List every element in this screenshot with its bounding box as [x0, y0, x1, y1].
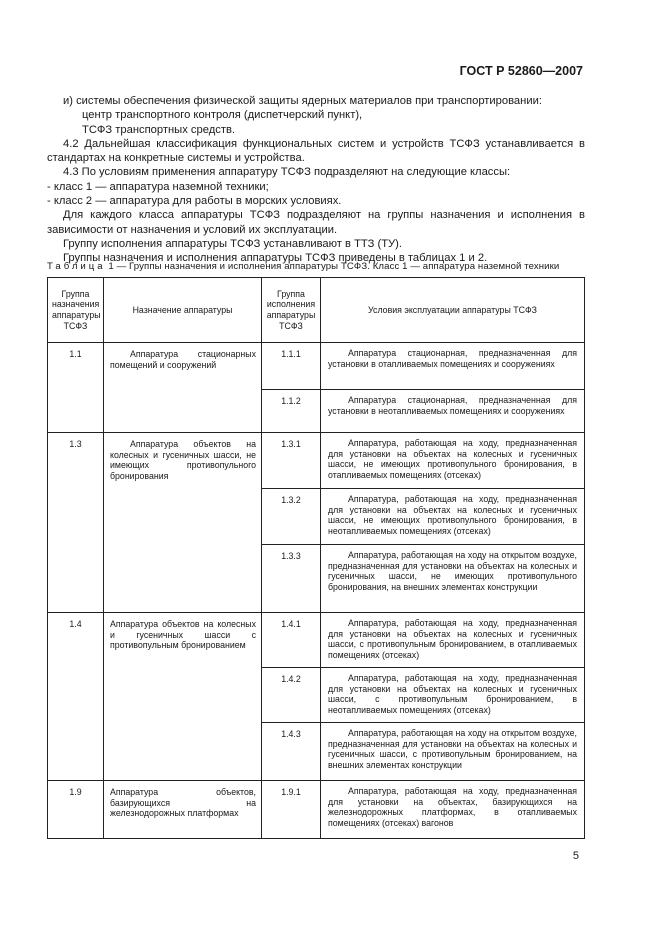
exec-code: 1.1.2 [262, 390, 321, 433]
table-row [48, 343, 585, 390]
class-1-item: - класс 1 — аппаратура наземной техники; [47, 180, 269, 193]
paragraph-4-2: 4.2 Дальнейшая классификация функциональных систем и устройств ТСФЗ устанавливается в стандартах на конкретные системы и устройства. [47, 137, 585, 165]
header-exec-group: Группа исполнения аппаратуры ТСФЗ [262, 278, 321, 343]
exec-conditions: Аппаратура, работающая на ходу, предназначенная для установки на объектах на колесных и гусеничных шасси, не имеющих противопульного бронирования, в отапливаемых помещениях (отсеках) [321, 433, 585, 489]
paragraph-groups: Для каждого класса аппаратуры ТСФЗ подразделяют на группы назначения и исполнения в зависимости от назначения и условий их эксплуатации. [47, 209, 585, 236]
table-header-row [48, 278, 585, 343]
list-item-i-cont1: центр транспортного контроля (диспетчерский пункт), [82, 109, 363, 122]
exec-conditions: Аппаратура стационарная, предназначенная для установки в отапливаемых помещениях и сооружениях [321, 343, 585, 390]
exec-code: 1.4.3 [262, 723, 321, 781]
exec-code: 1.4.1 [262, 613, 321, 668]
class-2-item: - класс 2 — аппаратура для работы в морских условиях. [47, 195, 342, 208]
document-id: ГОСТ Р 52860—2007 [459, 64, 583, 78]
group-purpose: Аппаратура объектов на колесных и гусеничных шасси, не имеющих противопульного бронирования [104, 433, 262, 613]
group-code: 1.3 [48, 433, 104, 613]
exec-conditions: Аппаратура, работающая на ходу, предназначенная для установки на объектах на колесных и гусеничных шасси, с противопульным бронированием, в неотапливаемых помещениях (отсеках) [321, 668, 585, 723]
paragraph-4-3: 4.3 По условиям применения аппаратуру ТСФЗ подразделяют на следующие классы: [63, 166, 511, 179]
list-item-i-cont2: ТСФЗ транспортных средств. [82, 123, 236, 136]
table-caption-word: Таблица [47, 261, 106, 272]
exec-code: 1.3.2 [262, 489, 321, 545]
exec-conditions: Аппаратура, работающая на ходу, предназначенная для установки на объектах на колесных и гусеничных шасси, с противопульным бронированием, в отапливаемых помещениях (отсеках) [321, 613, 585, 668]
exec-code: 1.3.3 [262, 545, 321, 613]
exec-code: 1.3.1 [262, 433, 321, 489]
header-conditions: Условия эксплуатации аппаратуры ТСФЗ [321, 278, 585, 343]
intro-text [47, 94, 585, 266]
header-purpose-group: Группа назначения аппаратуры ТСФЗ [48, 278, 104, 343]
group-purpose: Аппаратура объектов на колесных и гусеничных шасси с противопульным бронированием [104, 613, 262, 781]
exec-conditions: Аппаратура стационарная, предназначенная для установки в неотапливаемых помещениях и сооружениях [321, 390, 585, 433]
table-caption [47, 261, 559, 272]
header-purpose: Назначение аппаратуры [104, 278, 262, 343]
table-caption-text: 1 — Группы назначения и исполнения аппаратуры ТСФЗ. Класс 1 — аппаратура наземной техники [105, 261, 560, 272]
exec-code: 1.4.2 [262, 668, 321, 723]
list-item-i: и) системы обеспечения физической защиты ядерных материалов при транспортировании: [63, 95, 542, 107]
paragraph-tt3: Группу исполнения аппаратуры ТСФЗ устанавливают в ТТЗ (ТУ). [63, 237, 402, 250]
exec-conditions: Аппаратура, работающая на ходу на открытом воздухе, предназначенная для установки на объектах на колесных и гусеничных шасси, не имеющих противопульного бронирования, на внешних элементах конструкции [321, 545, 585, 613]
exec-conditions: Аппаратура, работающая на ходу на открытом воздухе, предназначенная для установки на объектах на колесных и гусеничных шасси, с противопульным бронированием, на внешних элементах конструкции [321, 723, 585, 781]
exec-code: 1.1.1 [262, 343, 321, 390]
exec-conditions: Аппаратура, работающая на ходу, предназначенная для установки на объектах на колесных и гусеничных шасси, не имеющих противопульного бронирования, в неотапливаемых помещениях (отсеках) [321, 489, 585, 545]
group-code: 1.4 [48, 613, 104, 781]
exec-conditions: Аппаратура, работающая на ходу, предназначенная для установки на объектах, базирующихся на железнодорожных платформах, в отапливаемых помещениях (отсеках) вагонов [321, 781, 585, 839]
group-purpose: Аппаратура стационарных помещений и сооружений [104, 343, 262, 433]
table-row [48, 781, 585, 839]
group-purpose: Аппаратура объектов, базирующихся на железнодорожных платформах [104, 781, 262, 839]
page-number: 5 [572, 850, 579, 862]
paragraph-tables: Группы назначения и исполнения аппаратуры ТСФЗ приведены в таблицах 1 и 2. [63, 252, 488, 265]
group-code: 1.1 [48, 343, 104, 433]
classification-table [47, 277, 585, 839]
table-row [48, 613, 585, 668]
group-code: 1.9 [48, 781, 104, 839]
exec-code: 1.9.1 [262, 781, 321, 839]
table-row [48, 433, 585, 489]
